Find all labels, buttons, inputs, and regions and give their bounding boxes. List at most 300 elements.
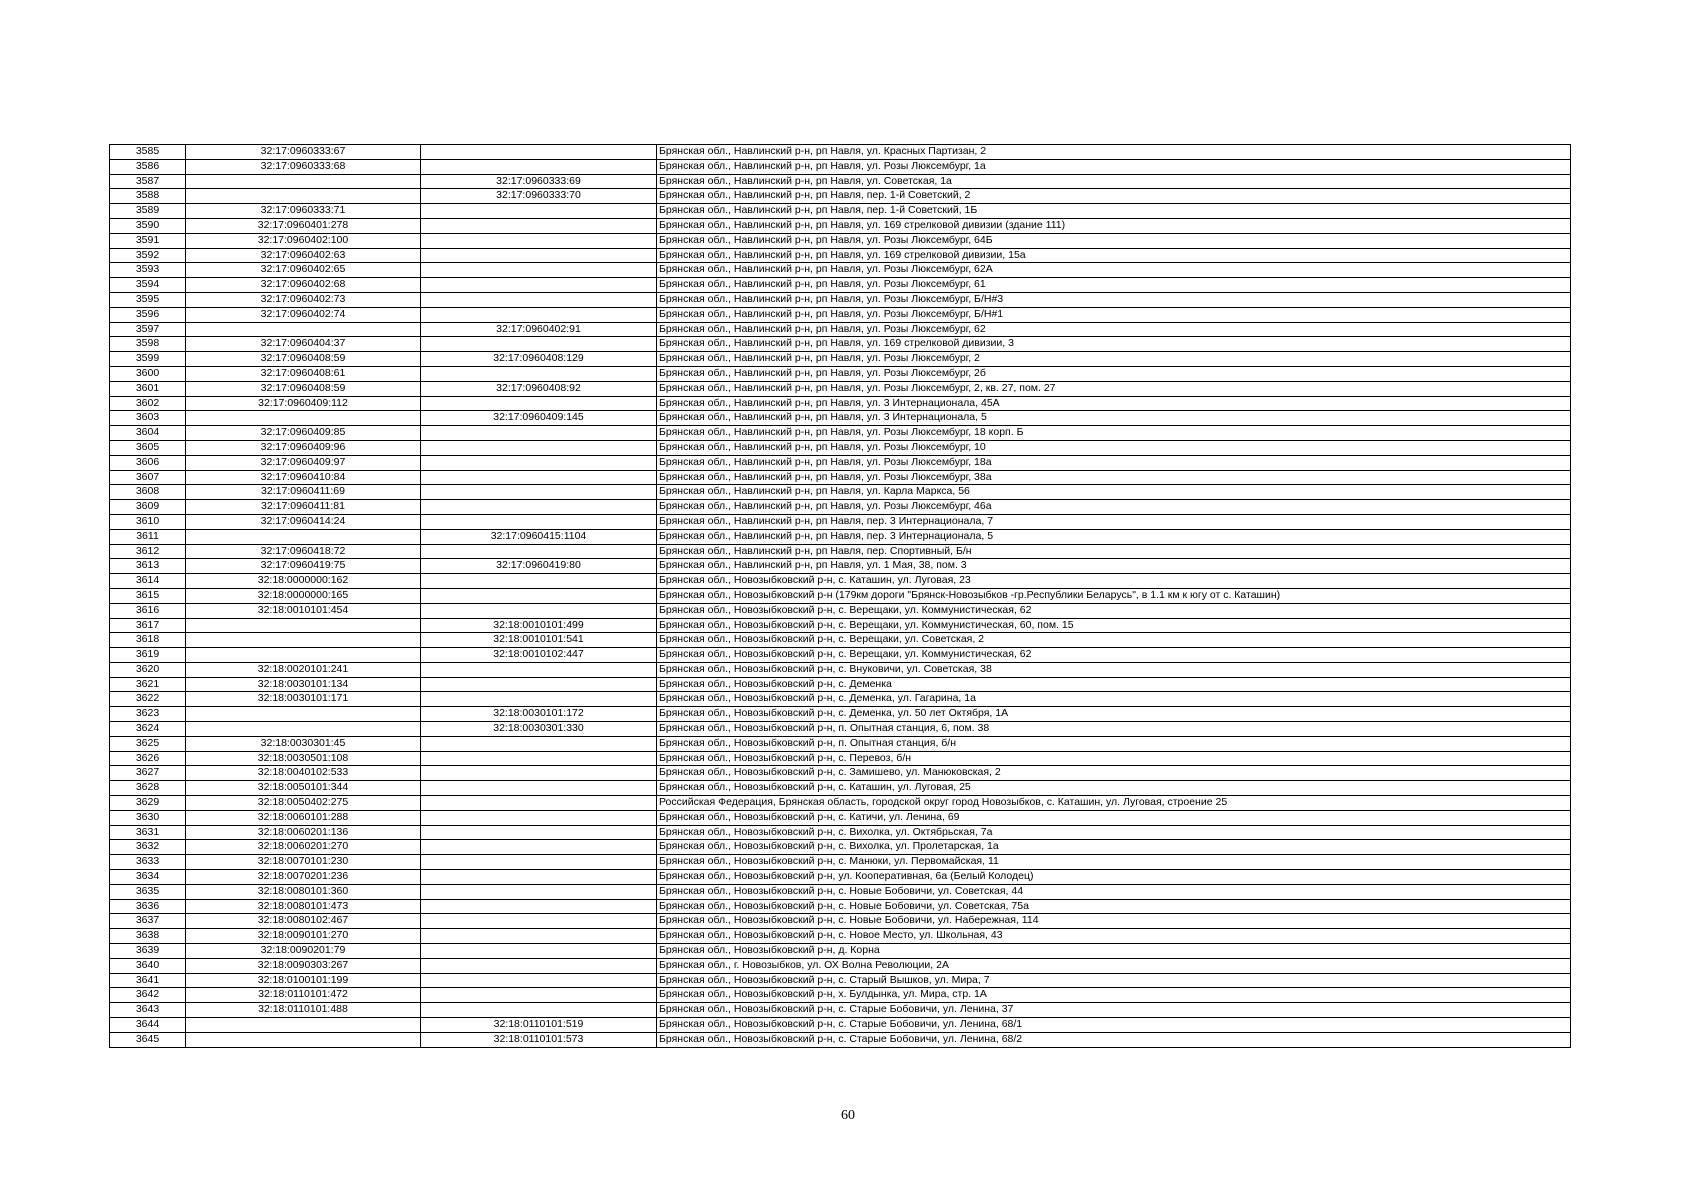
- row-number-cell: 3588: [110, 189, 186, 204]
- row-number-cell: 3591: [110, 233, 186, 248]
- row-number-cell: 3618: [110, 633, 186, 648]
- cadastral-number-cell: [186, 411, 421, 426]
- row-number-cell: 3607: [110, 470, 186, 485]
- address-cell: Брянская обл., Навлинский р-н, рп Навля, ул. Карла Маркса, 56: [657, 485, 1571, 500]
- table-row: [110, 544, 1571, 559]
- address-cell: Брянская обл., Новозыбковский р-н, п. Опытная станция, 6, пом. 38: [657, 722, 1571, 737]
- address-cell: Брянская обл., Новозыбковский р-н, с. Старые Бобовичи, ул. Ленина, 37: [657, 1003, 1571, 1018]
- table-row: [110, 810, 1571, 825]
- table-row: [110, 529, 1571, 544]
- table-row: [110, 633, 1571, 648]
- address-cell: Брянская обл., Навлинский р-н, рп Навля, ул. Розы Люксембург, 46а: [657, 500, 1571, 515]
- cadastral-number-cell: 32:18:0050402:275: [186, 796, 421, 811]
- address-cell: Брянская обл., Навлинский р-н, рп Навля, пер. 3 Интернационала, 5: [657, 529, 1571, 544]
- registry-table: [109, 144, 1571, 1048]
- related-cadastral-number-cell: 32:18:0010102:447: [421, 648, 657, 663]
- related-cadastral-number-cell: [421, 366, 657, 381]
- related-cadastral-number-cell: 32:17:0960408:92: [421, 381, 657, 396]
- related-cadastral-number-cell: [421, 662, 657, 677]
- cadastral-number-cell: 32:17:0960409:112: [186, 396, 421, 411]
- cadastral-number-cell: 32:18:0030301:45: [186, 736, 421, 751]
- cadastral-number-cell: 32:18:0030101:171: [186, 692, 421, 707]
- table-row: [110, 736, 1571, 751]
- cadastral-number-cell: 32:17:0960402:65: [186, 263, 421, 278]
- address-cell: Брянская обл., Навлинский р-н, рп Навля, ул. Розы Люксембург, 62: [657, 322, 1571, 337]
- related-cadastral-number-cell: [421, 248, 657, 263]
- cadastral-number-cell: [186, 189, 421, 204]
- row-number-cell: 3639: [110, 944, 186, 959]
- related-cadastral-number-cell: 32:18:0030101:172: [421, 707, 657, 722]
- cadastral-number-cell: 32:18:0020101:241: [186, 662, 421, 677]
- related-cadastral-number-cell: [421, 233, 657, 248]
- address-cell: Брянская обл., Навлинский р-н, рп Навля, пер. 1-й Советский, 2: [657, 189, 1571, 204]
- cadastral-number-cell: 32:17:0960404:37: [186, 337, 421, 352]
- table-row: [110, 337, 1571, 352]
- row-number-cell: 3587: [110, 174, 186, 189]
- address-cell: Брянская обл., Навлинский р-н, рп Навля, ул. Розы Люксембург, 38а: [657, 470, 1571, 485]
- related-cadastral-number-cell: [421, 588, 657, 603]
- table-row: [110, 514, 1571, 529]
- related-cadastral-number-cell: [421, 514, 657, 529]
- cadastral-number-cell: 32:18:0000000:165: [186, 588, 421, 603]
- address-cell: Брянская обл., Навлинский р-н, рп Навля, ул. Розы Люксембург, 1а: [657, 159, 1571, 174]
- row-number-cell: 3626: [110, 751, 186, 766]
- related-cadastral-number-cell: [421, 470, 657, 485]
- address-cell: Брянская обл., Навлинский р-н, рп Навля, пер. 3 Интернационала, 7: [657, 514, 1571, 529]
- address-cell: Брянская обл., г. Новозыбков, ул. ОХ Волна Революции, 2А: [657, 958, 1571, 973]
- address-cell: Российская Федерация, Брянская область, городской округ город Новозыбков, с. Каташин, ул. Луговая, строение 25: [657, 796, 1571, 811]
- address-cell: Брянская обл., Новозыбковский р-н, х. Булдынка, ул. Мира, стр. 1А: [657, 988, 1571, 1003]
- table-row: [110, 485, 1571, 500]
- related-cadastral-number-cell: [421, 796, 657, 811]
- address-cell: Брянская обл., Новозыбковский р-н, с. Вихолка, ул. Пролетарская, 1а: [657, 840, 1571, 855]
- cadastral-number-cell: 32:18:0070201:236: [186, 870, 421, 885]
- related-cadastral-number-cell: 32:17:0960415:1104: [421, 529, 657, 544]
- address-cell: Брянская обл., Новозыбковский р-н, с. Каташин, ул. Луговая, 23: [657, 574, 1571, 589]
- address-cell: Брянская обл., Навлинский р-н, рп Навля, пер. Спортивный, Б/н: [657, 544, 1571, 559]
- table-row: [110, 411, 1571, 426]
- address-cell: Брянская обл., Новозыбковский р-н, п. Опытная станция, б/н: [657, 736, 1571, 751]
- related-cadastral-number-cell: [421, 159, 657, 174]
- row-number-cell: 3589: [110, 204, 186, 219]
- cadastral-number-cell: 32:18:0060201:270: [186, 840, 421, 855]
- table-row: [110, 307, 1571, 322]
- row-number-cell: 3600: [110, 366, 186, 381]
- row-number-cell: 3634: [110, 870, 186, 885]
- cadastral-number-cell: [186, 322, 421, 337]
- address-cell: Брянская обл., Новозыбковский р-н, с. Старые Бобовичи, ул. Ленина, 68/1: [657, 1018, 1571, 1033]
- address-cell: Брянская обл., Навлинский р-н, рп Навля, ул. Розы Люксембург, 10: [657, 440, 1571, 455]
- cadastral-number-cell: 32:17:0960418:72: [186, 544, 421, 559]
- table-row: [110, 174, 1571, 189]
- address-cell: Брянская обл., Новозыбковский р-н, с. Старый Вышков, ул. Мира, 7: [657, 973, 1571, 988]
- row-number-cell: 3612: [110, 544, 186, 559]
- cadastral-number-cell: 32:17:0960409:96: [186, 440, 421, 455]
- cadastral-number-cell: [186, 618, 421, 633]
- row-number-cell: 3615: [110, 588, 186, 603]
- address-cell: Брянская обл., Новозыбковский р-н, с. Верещаки, ул. Коммунистическая, 60, пом. 15: [657, 618, 1571, 633]
- row-number-cell: 3593: [110, 263, 186, 278]
- cadastral-number-cell: 32:18:0000000:162: [186, 574, 421, 589]
- cadastral-number-cell: 32:17:0960410:84: [186, 470, 421, 485]
- related-cadastral-number-cell: [421, 574, 657, 589]
- cadastral-number-cell: [186, 529, 421, 544]
- table-row: [110, 707, 1571, 722]
- row-number-cell: 3613: [110, 559, 186, 574]
- row-number-cell: 3597: [110, 322, 186, 337]
- related-cadastral-number-cell: [421, 751, 657, 766]
- row-number-cell: 3631: [110, 825, 186, 840]
- table-row: [110, 677, 1571, 692]
- table-row: [110, 766, 1571, 781]
- row-number-cell: 3605: [110, 440, 186, 455]
- table-row: [110, 796, 1571, 811]
- table-row: [110, 218, 1571, 233]
- related-cadastral-number-cell: [421, 440, 657, 455]
- address-cell: Брянская обл., Навлинский р-н, рп Навля, ул. Розы Люксембург, Б/Н#3: [657, 292, 1571, 307]
- cadastral-number-cell: 32:17:0960414:24: [186, 514, 421, 529]
- table-row: [110, 470, 1571, 485]
- registry-table-container: [109, 144, 1570, 1048]
- row-number-cell: 3609: [110, 500, 186, 515]
- table-row: [110, 662, 1571, 677]
- row-number-cell: 3599: [110, 352, 186, 367]
- address-cell: Брянская обл., Навлинский р-н, рп Навля, ул. Розы Люксембург, 62А: [657, 263, 1571, 278]
- address-cell: Брянская обл., Навлинский р-н, рп Навля, ул. Розы Люксембург, Б/Н#1: [657, 307, 1571, 322]
- table-row: [110, 366, 1571, 381]
- address-cell: Брянская обл., Новозыбковский р-н, с. Деменка, ул. 50 лет Октября, 1А: [657, 707, 1571, 722]
- table-row: [110, 159, 1571, 174]
- address-cell: Брянская обл., Новозыбковский р-н, с. Катичи, ул. Ленина, 69: [657, 810, 1571, 825]
- cadastral-number-cell: 32:17:0960409:85: [186, 426, 421, 441]
- cadastral-number-cell: [186, 1018, 421, 1033]
- row-number-cell: 3620: [110, 662, 186, 677]
- table-row: [110, 914, 1571, 929]
- related-cadastral-number-cell: [421, 263, 657, 278]
- table-row: [110, 352, 1571, 367]
- table-row: [110, 248, 1571, 263]
- cadastral-number-cell: 32:18:0080101:473: [186, 899, 421, 914]
- address-cell: Брянская обл., Новозыбковский р-н, с. Деменка, ул. Гагарина, 1а: [657, 692, 1571, 707]
- address-cell: Брянская обл., Новозыбковский р-н, с. Верещаки, ул. Коммунистическая, 62: [657, 603, 1571, 618]
- table-row: [110, 440, 1571, 455]
- row-number-cell: 3641: [110, 973, 186, 988]
- related-cadastral-number-cell: [421, 426, 657, 441]
- address-cell: Брянская обл., Навлинский р-н, рп Навля, ул. Розы Люксембург, 18 корп. Б: [657, 426, 1571, 441]
- cadastral-number-cell: [186, 633, 421, 648]
- address-cell: Брянская обл., Навлинский р-н, рп Навля, ул. Розы Люксембург, 2, кв. 27, пом. 27: [657, 381, 1571, 396]
- row-number-cell: 3638: [110, 929, 186, 944]
- address-cell: Брянская обл., Новозыбковский р-н, с. Перевоз, б/н: [657, 751, 1571, 766]
- related-cadastral-number-cell: 32:18:0010101:541: [421, 633, 657, 648]
- row-number-cell: 3643: [110, 1003, 186, 1018]
- table-row: [110, 204, 1571, 219]
- address-cell: Брянская обл., Навлинский р-н, рп Навля, ул. Советская, 1а: [657, 174, 1571, 189]
- related-cadastral-number-cell: 32:17:0960409:145: [421, 411, 657, 426]
- table-row: [110, 692, 1571, 707]
- row-number-cell: 3619: [110, 648, 186, 663]
- related-cadastral-number-cell: [421, 825, 657, 840]
- related-cadastral-number-cell: [421, 544, 657, 559]
- related-cadastral-number-cell: [421, 677, 657, 692]
- table-row: [110, 973, 1571, 988]
- cadastral-number-cell: 32:18:0040102:533: [186, 766, 421, 781]
- table-row: [110, 929, 1571, 944]
- table-row: [110, 292, 1571, 307]
- cadastral-number-cell: 32:17:0960402:100: [186, 233, 421, 248]
- cadastral-number-cell: 32:17:0960402:63: [186, 248, 421, 263]
- related-cadastral-number-cell: [421, 692, 657, 707]
- cadastral-number-cell: 32:18:0100101:199: [186, 973, 421, 988]
- address-cell: Брянская обл., Новозыбковский р-н, с. Старые Бобовичи, ул. Ленина, 68/2: [657, 1032, 1571, 1047]
- cadastral-number-cell: 32:18:0060201:136: [186, 825, 421, 840]
- address-cell: Брянская обл., Новозыбковский р-н, с. Новые Бобовичи, ул. Набережная, 114: [657, 914, 1571, 929]
- row-number-cell: 3585: [110, 145, 186, 160]
- row-number-cell: 3624: [110, 722, 186, 737]
- cadastral-number-cell: 32:18:0030501:108: [186, 751, 421, 766]
- related-cadastral-number-cell: [421, 781, 657, 796]
- table-row: [110, 381, 1571, 396]
- address-cell: Брянская обл., Новозыбковский р-н, с. Замишево, ул. Манюковская, 2: [657, 766, 1571, 781]
- address-cell: Брянская обл., Навлинский р-н, рп Навля, ул. 3 Интернационала, 45А: [657, 396, 1571, 411]
- related-cadastral-number-cell: [421, 292, 657, 307]
- row-number-cell: 3623: [110, 707, 186, 722]
- table-row: [110, 855, 1571, 870]
- row-number-cell: 3632: [110, 840, 186, 855]
- table-row: [110, 588, 1571, 603]
- address-cell: Брянская обл., Новозыбковский р-н, с. Вихолка, ул. Октябрьская, 7а: [657, 825, 1571, 840]
- row-number-cell: 3586: [110, 159, 186, 174]
- table-row: [110, 840, 1571, 855]
- address-cell: Брянская обл., Навлинский р-н, рп Навля, ул. Розы Люксембург, 61: [657, 278, 1571, 293]
- related-cadastral-number-cell: [421, 766, 657, 781]
- address-cell: Брянская обл., Новозыбковский р-н, с. Новое Место, ул. Школьная, 43: [657, 929, 1571, 944]
- cadastral-number-cell: [186, 722, 421, 737]
- address-cell: Брянская обл., Новозыбковский р-н, д. Корна: [657, 944, 1571, 959]
- table-row: [110, 988, 1571, 1003]
- cadastral-number-cell: 32:18:0110101:472: [186, 988, 421, 1003]
- related-cadastral-number-cell: [421, 396, 657, 411]
- address-cell: Брянская обл., Новозыбковский р-н, с. Верещаки, ул. Коммунистическая, 62: [657, 648, 1571, 663]
- cadastral-number-cell: 32:17:0960419:75: [186, 559, 421, 574]
- table-row: [110, 870, 1571, 885]
- address-cell: Брянская обл., Новозыбковский р-н, с. Новые Бобовичи, ул. Советская, 75а: [657, 899, 1571, 914]
- row-number-cell: 3637: [110, 914, 186, 929]
- related-cadastral-number-cell: [421, 485, 657, 500]
- row-number-cell: 3630: [110, 810, 186, 825]
- cadastral-number-cell: [186, 1032, 421, 1047]
- row-number-cell: 3640: [110, 958, 186, 973]
- cadastral-number-cell: 32:17:0960408:61: [186, 366, 421, 381]
- address-cell: Брянская обл., Новозыбковский р-н, с. Верещаки, ул. Советская, 2: [657, 633, 1571, 648]
- cadastral-number-cell: 32:17:0960409:97: [186, 455, 421, 470]
- related-cadastral-number-cell: [421, 884, 657, 899]
- row-number-cell: 3633: [110, 855, 186, 870]
- row-number-cell: 3611: [110, 529, 186, 544]
- row-number-cell: 3636: [110, 899, 186, 914]
- cadastral-number-cell: 32:17:0960333:71: [186, 204, 421, 219]
- table-row: [110, 145, 1571, 160]
- related-cadastral-number-cell: [421, 870, 657, 885]
- related-cadastral-number-cell: [421, 603, 657, 618]
- related-cadastral-number-cell: [421, 500, 657, 515]
- row-number-cell: 3614: [110, 574, 186, 589]
- table-row: [110, 574, 1571, 589]
- table-row: [110, 1003, 1571, 1018]
- address-cell: Брянская обл., Навлинский р-н, рп Навля, ул. 169 стрелковой дивизии, 15а: [657, 248, 1571, 263]
- table-row: [110, 1032, 1571, 1047]
- table-row: [110, 1018, 1571, 1033]
- address-cell: Брянская обл., Навлинский р-н, рп Навля, ул. Розы Люксембург, 2: [657, 352, 1571, 367]
- related-cadastral-number-cell: [421, 988, 657, 1003]
- cadastral-number-cell: 32:18:0050101:344: [186, 781, 421, 796]
- related-cadastral-number-cell: 32:18:0110101:573: [421, 1032, 657, 1047]
- row-number-cell: 3645: [110, 1032, 186, 1047]
- table-row: [110, 944, 1571, 959]
- address-cell: Брянская обл., Навлинский р-н, рп Навля, ул. 169 стрелковой дивизии (здание 111): [657, 218, 1571, 233]
- row-number-cell: 3629: [110, 796, 186, 811]
- row-number-cell: 3602: [110, 396, 186, 411]
- table-row: [110, 322, 1571, 337]
- row-number-cell: 3595: [110, 292, 186, 307]
- related-cadastral-number-cell: [421, 944, 657, 959]
- cadastral-number-cell: 32:17:0960408:59: [186, 381, 421, 396]
- cadastral-number-cell: 32:18:0090101:270: [186, 929, 421, 944]
- address-cell: Брянская обл., Навлинский р-н, рп Навля, пер. 1-й Советский, 1Б: [657, 204, 1571, 219]
- cadastral-number-cell: 32:18:0060101:288: [186, 810, 421, 825]
- address-cell: Брянская обл., Навлинский р-н, рп Навля, ул. Розы Люксембург, 2б: [657, 366, 1571, 381]
- row-number-cell: 3616: [110, 603, 186, 618]
- table-row: [110, 278, 1571, 293]
- cadastral-number-cell: 32:18:0080101:360: [186, 884, 421, 899]
- related-cadastral-number-cell: [421, 204, 657, 219]
- registry-table-body: [110, 145, 1571, 1048]
- address-cell: Брянская обл., Новозыбковский р-н, с. Новые Бобовичи, ул. Советская, 44: [657, 884, 1571, 899]
- row-number-cell: 3598: [110, 337, 186, 352]
- row-number-cell: 3617: [110, 618, 186, 633]
- address-cell: Брянская обл., Новозыбковский р-н, с. Манюки, ул. Первомайская, 11: [657, 855, 1571, 870]
- related-cadastral-number-cell: [421, 914, 657, 929]
- row-number-cell: 3625: [110, 736, 186, 751]
- address-cell: Брянская обл., Навлинский р-н, рп Навля, ул. Красных Партизан, 2: [657, 145, 1571, 160]
- address-cell: Брянская обл., Навлинский р-н, рп Навля, ул. Розы Люксембург, 18а: [657, 455, 1571, 470]
- cadastral-number-cell: 32:18:0070101:230: [186, 855, 421, 870]
- related-cadastral-number-cell: [421, 218, 657, 233]
- row-number-cell: 3604: [110, 426, 186, 441]
- address-cell: Брянская обл., Новозыбковский р-н, с. Каташин, ул. Луговая, 25: [657, 781, 1571, 796]
- related-cadastral-number-cell: [421, 929, 657, 944]
- table-row: [110, 455, 1571, 470]
- address-cell: Брянская обл., Навлинский р-н, рп Навля, ул. Розы Люксембург, 64Б: [657, 233, 1571, 248]
- table-row: [110, 648, 1571, 663]
- table-row: [110, 722, 1571, 737]
- table-row: [110, 559, 1571, 574]
- cadastral-number-cell: 32:17:0960402:73: [186, 292, 421, 307]
- address-cell: Брянская обл., Новозыбковский р-н, с. Деменка: [657, 677, 1571, 692]
- cadastral-number-cell: 32:17:0960411:69: [186, 485, 421, 500]
- related-cadastral-number-cell: [421, 278, 657, 293]
- related-cadastral-number-cell: [421, 307, 657, 322]
- cadastral-number-cell: 32:17:0960402:74: [186, 307, 421, 322]
- row-number-cell: 3635: [110, 884, 186, 899]
- table-row: [110, 825, 1571, 840]
- table-row: [110, 263, 1571, 278]
- address-cell: Брянская обл., Новозыбковский р-н, ул. Кооперативная, 6а (Белый Колодец): [657, 870, 1571, 885]
- row-number-cell: 3590: [110, 218, 186, 233]
- related-cadastral-number-cell: 32:17:0960402:91: [421, 322, 657, 337]
- address-cell: Брянская обл., Навлинский р-н, рп Навля, ул. 169 стрелковой дивизии, 3: [657, 337, 1571, 352]
- cadastral-number-cell: 32:18:0010101:454: [186, 603, 421, 618]
- cadastral-number-cell: [186, 707, 421, 722]
- cadastral-number-cell: 32:18:0030101:134: [186, 677, 421, 692]
- page-number: 60: [841, 1108, 855, 1123]
- table-row: [110, 884, 1571, 899]
- cadastral-number-cell: 32:17:0960401:278: [186, 218, 421, 233]
- cadastral-number-cell: 32:17:0960333:68: [186, 159, 421, 174]
- table-row: [110, 618, 1571, 633]
- row-number-cell: 3601: [110, 381, 186, 396]
- address-cell: Брянская обл., Навлинский р-н, рп Навля, ул. 3 Интернационала, 5: [657, 411, 1571, 426]
- row-number-cell: 3608: [110, 485, 186, 500]
- cadastral-number-cell: 32:17:0960411:81: [186, 500, 421, 515]
- cadastral-number-cell: [186, 174, 421, 189]
- row-number-cell: 3603: [110, 411, 186, 426]
- cadastral-number-cell: 32:18:0090201:79: [186, 944, 421, 959]
- table-row: [110, 396, 1571, 411]
- related-cadastral-number-cell: [421, 899, 657, 914]
- cadastral-number-cell: 32:18:0110101:488: [186, 1003, 421, 1018]
- cadastral-number-cell: 32:17:0960408:59: [186, 352, 421, 367]
- cadastral-number-cell: 32:18:0080102:467: [186, 914, 421, 929]
- table-row: [110, 958, 1571, 973]
- related-cadastral-number-cell: [421, 973, 657, 988]
- row-number-cell: 3622: [110, 692, 186, 707]
- row-number-cell: 3594: [110, 278, 186, 293]
- related-cadastral-number-cell: [421, 810, 657, 825]
- related-cadastral-number-cell: [421, 337, 657, 352]
- cadastral-number-cell: 32:17:0960333:67: [186, 145, 421, 160]
- related-cadastral-number-cell: 32:18:0010101:499: [421, 618, 657, 633]
- related-cadastral-number-cell: 32:17:0960419:80: [421, 559, 657, 574]
- related-cadastral-number-cell: [421, 145, 657, 160]
- table-row: [110, 426, 1571, 441]
- table-row: [110, 899, 1571, 914]
- related-cadastral-number-cell: [421, 958, 657, 973]
- related-cadastral-number-cell: 32:17:0960333:70: [421, 189, 657, 204]
- row-number-cell: 3644: [110, 1018, 186, 1033]
- row-number-cell: 3610: [110, 514, 186, 529]
- row-number-cell: 3621: [110, 677, 186, 692]
- table-row: [110, 233, 1571, 248]
- related-cadastral-number-cell: 32:17:0960333:69: [421, 174, 657, 189]
- table-row: [110, 781, 1571, 796]
- cadastral-number-cell: [186, 648, 421, 663]
- related-cadastral-number-cell: 32:18:0030301:330: [421, 722, 657, 737]
- row-number-cell: 3606: [110, 455, 186, 470]
- table-row: [110, 500, 1571, 515]
- related-cadastral-number-cell: [421, 736, 657, 751]
- related-cadastral-number-cell: 32:17:0960408:129: [421, 352, 657, 367]
- related-cadastral-number-cell: [421, 840, 657, 855]
- table-row: [110, 189, 1571, 204]
- related-cadastral-number-cell: 32:18:0110101:519: [421, 1018, 657, 1033]
- cadastral-number-cell: 32:17:0960402:68: [186, 278, 421, 293]
- address-cell: Брянская обл., Навлинский р-н, рп Навля, ул. 1 Мая, 38, пом. 3: [657, 559, 1571, 574]
- row-number-cell: 3627: [110, 766, 186, 781]
- row-number-cell: 3596: [110, 307, 186, 322]
- related-cadastral-number-cell: [421, 455, 657, 470]
- table-row: [110, 603, 1571, 618]
